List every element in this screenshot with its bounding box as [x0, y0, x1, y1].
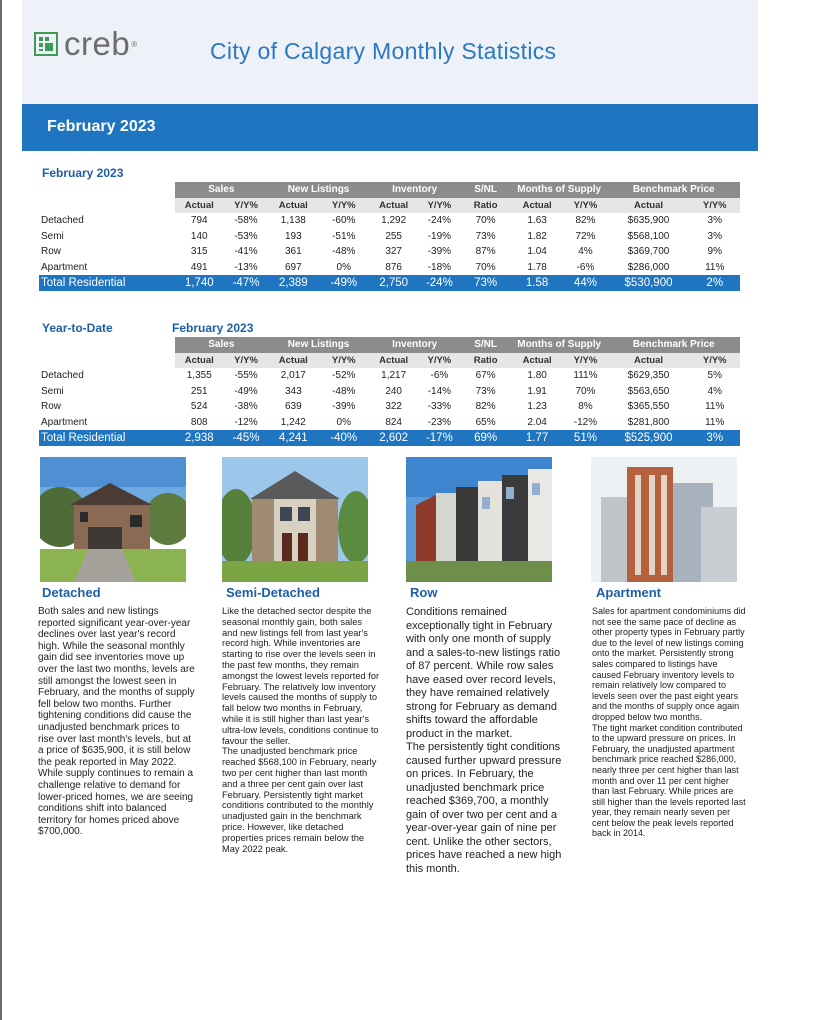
sub-header: Actual [511, 353, 564, 369]
table-cell: 255 [385, 230, 402, 242]
sub-header: Actual [268, 353, 318, 369]
table-cell: 4% [707, 385, 722, 397]
table-cell: 322 [385, 401, 402, 413]
table-cell: 1.77 [511, 430, 564, 446]
sub-header: Actual [175, 198, 224, 214]
page-edge-rule [0, 0, 2, 1020]
table-row [39, 260, 740, 276]
table-cell: -33% [427, 401, 452, 413]
table-cell: -23% [427, 416, 452, 428]
group-header: Months of Supply [511, 337, 608, 353]
table-cell: 1,217 [381, 370, 407, 382]
table-cell: 876 [385, 261, 402, 273]
table-cell: 1.04 [527, 246, 547, 258]
total-row [39, 275, 740, 291]
table-cell: 67% [475, 370, 496, 382]
table-cell: -13% [234, 261, 258, 273]
table-cell: 82% [575, 215, 596, 227]
table-cell: 3% [689, 430, 740, 446]
table-cell: 1,242 [280, 416, 306, 428]
table-cell: -51% [332, 230, 356, 242]
sub-header: Y/Y% [224, 198, 268, 214]
semi-detached-paragraph-1: Like the detached sector despite the seasonal monthly gain, both sales and new listings fell from last year's record high. While inventories are starting to rise over the levels seen in the past few months, they remain amongst the lowest levels reported for February. The relatively low inventory levels caused the months of supply to fall below two months in February, while it is still higher than last year's ultra-low levels, conditions continue to favour the seller. [222, 606, 380, 746]
group-header: Inventory [369, 337, 460, 353]
row-label: Apartment [41, 416, 88, 428]
table-cell: -39% [427, 246, 452, 258]
table-cell: 11% [705, 261, 725, 273]
apartment-paragraph-2: The tight market condition contributed to the upward pressure on prices. In February, the unadjusted apartment benchmark price reached $286,000, nearly three per cent higher than last month and over 11 per cent higher than last February. While prices are still higher than the levels reported last year, they remain nearly seven per cent below the peak levels reported back in 2014. [592, 722, 746, 839]
table-cell: -55% [234, 370, 258, 382]
sub-header: Ratio [460, 353, 510, 369]
table-group-header-row [39, 337, 740, 353]
registered-mark: ® [131, 39, 138, 49]
table-cell: 639 [284, 401, 302, 413]
group-header: Inventory [369, 182, 460, 198]
table-cell: $369,700 [627, 246, 670, 258]
month-band-label: February 2023 [47, 118, 156, 135]
table-cell: 3% [707, 230, 722, 242]
table-cell: 1.80 [527, 370, 547, 382]
group-header: Benchmark Price [608, 337, 740, 353]
ytd-section-label: Year-to-Date [42, 321, 113, 335]
group-header: New Listings [268, 182, 369, 198]
table-cell: -48% [332, 385, 356, 397]
table-cell: -49% [319, 275, 369, 291]
sub-header: Y/Y% [689, 353, 740, 369]
table-cell: $286,000 [627, 261, 670, 273]
monthly-section-label: February 2023 [42, 166, 124, 180]
table-cell: 5% [707, 370, 722, 382]
table-cell: -58% [234, 215, 258, 227]
table-cell: -39% [332, 401, 356, 413]
table-cell: 1.23 [527, 401, 547, 413]
sub-header: Y/Y% [418, 353, 460, 369]
group-header: Sales [175, 337, 269, 353]
table-cell: -6% [430, 370, 449, 382]
ytd-period-label: February 2023 [172, 321, 254, 335]
table-cell: -47% [224, 275, 268, 291]
semi-detached-body [222, 606, 380, 854]
table-cell: 11% [705, 416, 725, 428]
sub-header: Y/Y% [319, 353, 369, 369]
table-cell: 1.82 [527, 230, 547, 242]
sub-header: Y/Y% [224, 353, 268, 369]
table-cell: 51% [563, 430, 607, 446]
group-header: Benchmark Price [608, 182, 740, 198]
table-cell: -24% [418, 275, 460, 291]
table-cell: 44% [563, 275, 607, 291]
table-cell: 2,938 [175, 430, 224, 446]
table-cell: 2.04 [527, 416, 547, 428]
table-cell: $365,550 [627, 401, 670, 413]
sub-header: Y/Y% [689, 198, 740, 214]
table-cell: 808 [190, 416, 208, 428]
table-cell: -49% [234, 385, 258, 397]
sub-header: Actual [608, 353, 690, 369]
table-cell: 0% [336, 416, 351, 428]
table-group-header-row [39, 182, 740, 198]
table-cell: 327 [385, 246, 402, 258]
table-cell: 251 [190, 385, 208, 397]
row-label: Apartment [41, 261, 88, 273]
row-label: Row [41, 401, 62, 413]
table-cell: 193 [284, 230, 302, 242]
table-cell: 1.91 [527, 385, 547, 397]
row-house-photo [406, 457, 552, 582]
table-cell: -24% [427, 215, 452, 227]
table-cell: 524 [190, 401, 208, 413]
row-title: Row [410, 585, 438, 600]
table-cell: 1,138 [280, 215, 306, 227]
table-cell: 2,017 [280, 370, 306, 382]
header-blank-cell [39, 337, 175, 353]
table-cell: 1.58 [511, 275, 564, 291]
table-cell: 4,241 [268, 430, 318, 446]
table-cell: -17% [418, 430, 460, 446]
table-cell: 70% [475, 261, 496, 273]
table-cell: -41% [234, 246, 258, 258]
table-cell: 240 [385, 385, 402, 397]
sub-header: Y/Y% [418, 198, 460, 214]
group-header: New Listings [268, 337, 369, 353]
table-cell: 111% [573, 370, 598, 382]
table-cell: 1,355 [186, 370, 212, 382]
detached-title: Detached [42, 585, 101, 600]
row-label: Row [41, 246, 62, 258]
creb-logo-icon [34, 32, 58, 56]
apartment-body [592, 606, 747, 839]
table-cell: -6% [576, 261, 595, 273]
table-cell: 343 [284, 385, 302, 397]
semi-detached-title: Semi-Detached [226, 585, 320, 600]
header-blank-cell [39, 198, 175, 214]
table-cell: 794 [190, 215, 208, 227]
total-row [39, 430, 740, 446]
table-cell: 70% [475, 215, 496, 227]
semi-detached-paragraph-2: The unadjusted benchmark price reached $568,100 in February, nearly two per cent higher than last month and a three per cent gain over last February. Persistently tight market conditions contributed to the monthly unadjusted gain in the benchmark price. However, like detached properties prices remain below the May 2022 peak. [222, 746, 377, 854]
table-cell: $629,350 [627, 370, 670, 382]
table-cell: 11% [705, 401, 725, 413]
monthly-stats-table [39, 182, 740, 291]
sub-header: Actual [369, 353, 418, 369]
page-title: City of Calgary Monthly Statistics [210, 38, 557, 64]
table-cell: 2,389 [268, 275, 318, 291]
table-cell: -40% [319, 430, 369, 446]
table-cell: 72% [575, 230, 596, 242]
table-cell: $568,100 [627, 230, 670, 242]
sub-header: Actual [511, 198, 564, 214]
group-header: Months of Supply [511, 182, 608, 198]
table-cell: 82% [475, 401, 496, 413]
table-cell: 140 [190, 230, 208, 242]
apartment-title: Apartment [596, 585, 662, 600]
row-paragraph-1: Conditions remained exceptionally tight in February with only one month of supply and a sales-to-new listings ratio of 87 percent. While row sales have eased over record levels, they have remained relatively strong for February as demand shifts toward the affordable product in the market. [406, 606, 561, 740]
table-cell: 69% [460, 430, 510, 446]
table-row [39, 384, 740, 400]
table-row [39, 415, 740, 431]
table-sub-header-row [39, 198, 740, 214]
table-cell: -52% [332, 370, 356, 382]
table-cell: -38% [234, 401, 258, 413]
table-cell: $635,900 [627, 215, 670, 227]
header-blank-cell [39, 353, 175, 369]
table-cell: -48% [332, 246, 356, 258]
table-cell: 697 [284, 261, 302, 273]
logo-wordmark: creb [64, 25, 131, 62]
sub-header: Ratio [460, 198, 510, 214]
sub-header: Actual [175, 353, 224, 369]
table-cell: 1,292 [381, 215, 407, 227]
table-cell: 65% [475, 416, 496, 428]
table-cell: $281,800 [627, 416, 670, 428]
table-cell: 361 [284, 246, 302, 258]
table-cell: 824 [385, 416, 402, 428]
table-cell: 4% [578, 246, 593, 258]
group-header: Sales [175, 182, 269, 198]
row-label: Total Residential [39, 275, 175, 291]
table-cell: 9% [707, 246, 722, 258]
row-label: Semi [41, 385, 64, 397]
row-label: Detached [41, 215, 84, 227]
ytd-stats-table [39, 337, 740, 446]
table-cell: 1.78 [527, 261, 547, 273]
table-cell: 73% [475, 230, 496, 242]
table-cell: 73% [475, 385, 496, 397]
table-cell: -14% [427, 385, 452, 397]
table-cell: -45% [224, 430, 268, 446]
table-cell: 1,740 [175, 275, 224, 291]
row-label: Detached [41, 370, 84, 382]
row-paragraph-2: The persistently tight conditions caused further upward pressure on prices. In February, the unadjusted benchmark price reached $369,700, a monthly gain of over two per cent and a year-over-year gain of nine per cent. Unlike the other sectors, prices have reached a new high this month. [406, 741, 562, 875]
table-row [39, 213, 740, 229]
table-cell: 2,602 [369, 430, 418, 446]
table-cell: -53% [234, 230, 258, 242]
detached-body: Both sales and new listings reported significant year-over-year declines over last year's record high. While the seasonal monthly gain did see inventories move up over the last two months, levels are still amongst the lowest seen in February, and the months of supply fell below two months. Further tightening conditions did cause the unadjusted benchmark prices to rise over last month's levels, but at a price of $635,900, it is still below the peak reported in May 2022. While supply continues to remain a challenge relative to demand for lower-priced homes, we are seeing conditions shift into balanced territory for homes priced above $700,000. [38, 606, 195, 838]
table-cell: $525,900 [608, 430, 690, 446]
table-cell: 73% [460, 275, 510, 291]
group-header: S/NL [460, 337, 510, 353]
sub-header: Y/Y% [319, 198, 369, 214]
semi-detached-house-photo [222, 457, 368, 582]
table-row [39, 399, 740, 415]
table-cell: 2% [689, 275, 740, 291]
table-cell: 2,750 [369, 275, 418, 291]
table-cell: -12% [573, 416, 598, 428]
sub-header: Y/Y% [563, 198, 607, 214]
row-label: Total Residential [39, 430, 175, 446]
table-cell: 0% [336, 261, 351, 273]
header-blank-cell [39, 182, 175, 198]
creb-logo [34, 25, 138, 62]
table-cell: -19% [427, 230, 452, 242]
table-cell: -12% [234, 416, 258, 428]
table-cell: 70% [575, 385, 596, 397]
sub-header: Actual [268, 198, 318, 214]
table-cell: -60% [332, 215, 356, 227]
sub-header: Actual [608, 198, 690, 214]
table-cell: 315 [190, 246, 208, 258]
table-cell: 8% [578, 401, 593, 413]
table-row [39, 229, 740, 245]
table-row [39, 368, 740, 384]
apartment-paragraph-1: Sales for apartment condominiums did not see the same pace of decline as other property types in February partly due to the level of new listings coming onto the market. Persistently strong sales compared to listings have caused February inventory levels to remain relatively low compared to levels seen over the past eight years and the months of supply once again dropped below two months. [592, 606, 746, 722]
sub-header: Y/Y% [563, 353, 607, 369]
apartment-building-photo [591, 457, 737, 582]
table-cell: $563,650 [627, 385, 670, 397]
sub-header: Actual [369, 198, 418, 214]
table-cell: 3% [707, 215, 722, 227]
table-cell: 87% [475, 246, 496, 258]
group-header: S/NL [460, 182, 510, 198]
table-row [39, 244, 740, 260]
row-label: Semi [41, 230, 64, 242]
row-body [406, 606, 566, 876]
table-cell: $530,900 [608, 275, 690, 291]
table-sub-header-row [39, 353, 740, 369]
table-cell: -18% [427, 261, 452, 273]
table-cell: 1.63 [527, 215, 547, 227]
table-cell: 491 [190, 261, 208, 273]
detached-house-photo [40, 457, 186, 582]
